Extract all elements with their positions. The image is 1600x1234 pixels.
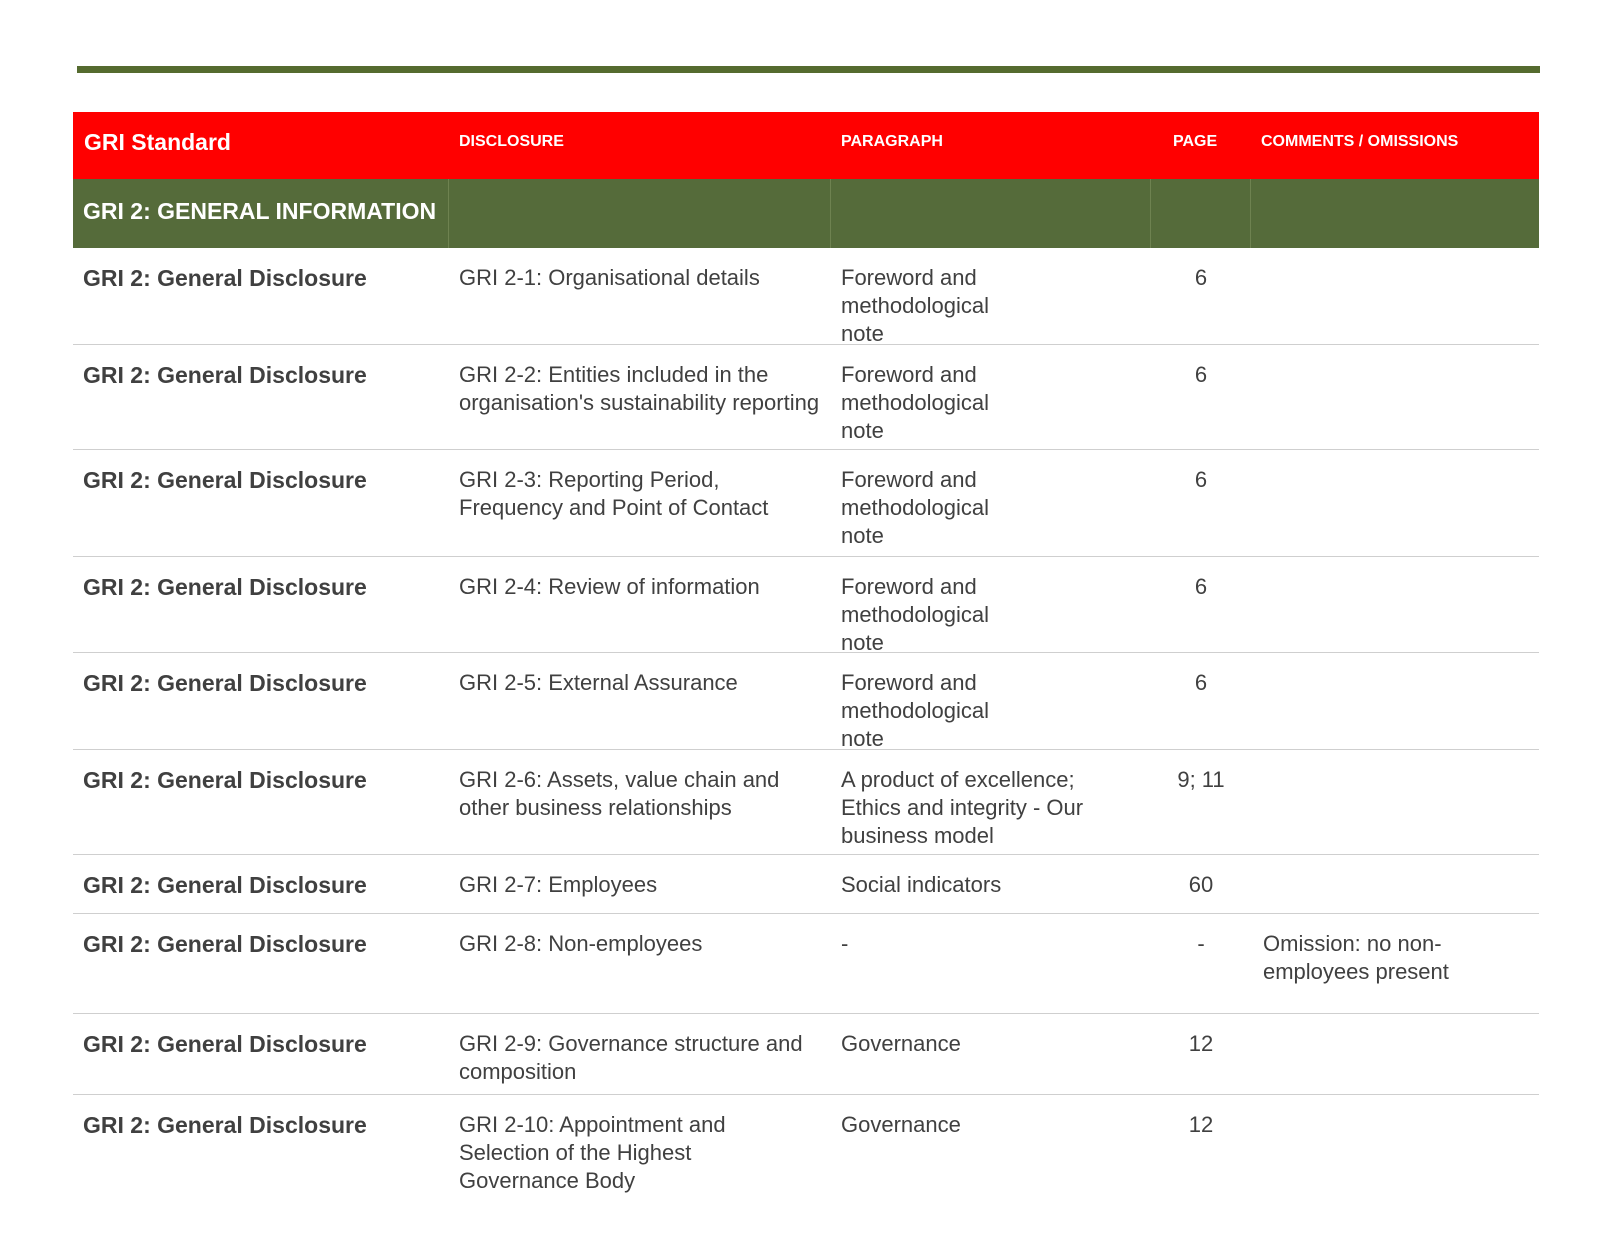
cell-comments xyxy=(1251,855,1539,913)
cell-disclosure: GRI 2-2: Entities included in the organisation's sustainability reporting xyxy=(459,362,820,415)
header-gri-standard: GRI Standard xyxy=(84,129,231,155)
cell-paragraph: Social indicators xyxy=(841,872,1002,897)
cell-standard: GRI 2: General Disclosure xyxy=(83,1031,367,1057)
section-empty-cell xyxy=(449,179,831,248)
cell-paragraph: Foreword and methodological note xyxy=(841,467,989,548)
table-row xyxy=(73,653,1539,750)
table-header-row xyxy=(73,112,1539,179)
cell-standard: GRI 2: General Disclosure xyxy=(83,670,367,696)
cell-page: 6 xyxy=(1194,670,1208,695)
cell-page: - xyxy=(1197,931,1205,956)
table-row xyxy=(73,345,1539,450)
cell-page: 12 xyxy=(1188,1112,1214,1137)
cell-paragraph: Governance xyxy=(841,1112,961,1137)
section-header-row xyxy=(73,179,1539,248)
cell-disclosure: GRI 2-6: Assets, value chain and other business relationships xyxy=(459,767,780,820)
cell-standard: GRI 2: General Disclosure xyxy=(83,872,367,898)
cell-standard: GRI 2: General Disclosure xyxy=(83,467,367,493)
cell-page: 6 xyxy=(1194,362,1208,387)
cell-comments xyxy=(1251,248,1539,348)
cell-comments xyxy=(1251,750,1539,854)
section-empty-cell xyxy=(1251,179,1539,248)
table-row xyxy=(73,248,1539,345)
cell-page: 9; 11 xyxy=(1177,767,1225,792)
cell-comments xyxy=(1251,1014,1539,1094)
table-row xyxy=(73,1014,1539,1095)
cell-paragraph: Governance xyxy=(841,1031,961,1056)
header-comments: COMMENTS / OMISSIONS xyxy=(1261,133,1459,150)
cell-standard: GRI 2: General Disclosure xyxy=(83,265,367,291)
cell-paragraph: A product of excellence; Ethics and integrity - Our business model xyxy=(841,767,1084,848)
cell-standard: GRI 2: General Disclosure xyxy=(83,362,367,388)
cell-comments xyxy=(1251,345,1539,449)
header-paragraph: PARAGRAPH xyxy=(841,133,943,150)
table-row xyxy=(73,750,1539,855)
cell-disclosure: GRI 2-5: External Assurance xyxy=(459,670,738,695)
cell-disclosure: GRI 2-1: Organisational details xyxy=(459,265,760,290)
cell-disclosure: GRI 2-10: Appointment and Selection of the Highest Governance Body xyxy=(459,1112,726,1193)
section-empty-cell xyxy=(1151,179,1251,248)
header-page: PAGE xyxy=(1173,133,1218,150)
table-row xyxy=(73,855,1539,914)
cell-paragraph: - xyxy=(841,931,849,956)
cell-paragraph: Foreword and methodological note xyxy=(841,362,989,443)
table-row xyxy=(73,450,1539,557)
cell-page: 6 xyxy=(1194,265,1208,290)
cell-comments: Omission: no non-employees present xyxy=(1263,931,1449,984)
header-disclosure: DISCLOSURE xyxy=(459,133,564,150)
cell-comments xyxy=(1251,557,1539,657)
cell-page: 6 xyxy=(1194,574,1208,599)
cell-disclosure: GRI 2-7: Employees xyxy=(459,872,658,897)
cell-standard: GRI 2: General Disclosure xyxy=(83,1112,367,1138)
gri-content-index-table xyxy=(73,112,1539,1205)
cell-page: 6 xyxy=(1194,467,1208,492)
cell-standard: GRI 2: General Disclosure xyxy=(83,767,367,793)
cell-comments xyxy=(1251,1095,1539,1205)
cell-standard: GRI 2: General Disclosure xyxy=(83,931,367,957)
cell-disclosure: GRI 2-4: Review of information xyxy=(459,574,760,599)
section-title: GRI 2: GENERAL INFORMATION xyxy=(73,179,449,248)
top-rule xyxy=(77,66,1540,73)
cell-comments xyxy=(1251,653,1539,753)
table-row xyxy=(73,914,1539,1014)
cell-page: 12 xyxy=(1188,1031,1214,1056)
cell-disclosure: GRI 2-8: Non-employees xyxy=(459,931,703,956)
cell-disclosure: GRI 2-3: Reporting Period, Frequency and Point of Contact xyxy=(459,467,769,520)
cell-page: 60 xyxy=(1188,872,1214,897)
cell-paragraph: Foreword and methodological note xyxy=(841,265,989,346)
table-row xyxy=(73,557,1539,653)
section-empty-cell xyxy=(831,179,1151,248)
cell-standard: GRI 2: General Disclosure xyxy=(83,574,367,600)
cell-disclosure: GRI 2-9: Governance structure and composition xyxy=(459,1031,803,1084)
table-row xyxy=(73,1095,1539,1205)
cell-paragraph: Foreword and methodological note xyxy=(841,574,989,655)
cell-paragraph: Foreword and methodological note xyxy=(841,670,989,751)
cell-comments xyxy=(1251,450,1539,556)
